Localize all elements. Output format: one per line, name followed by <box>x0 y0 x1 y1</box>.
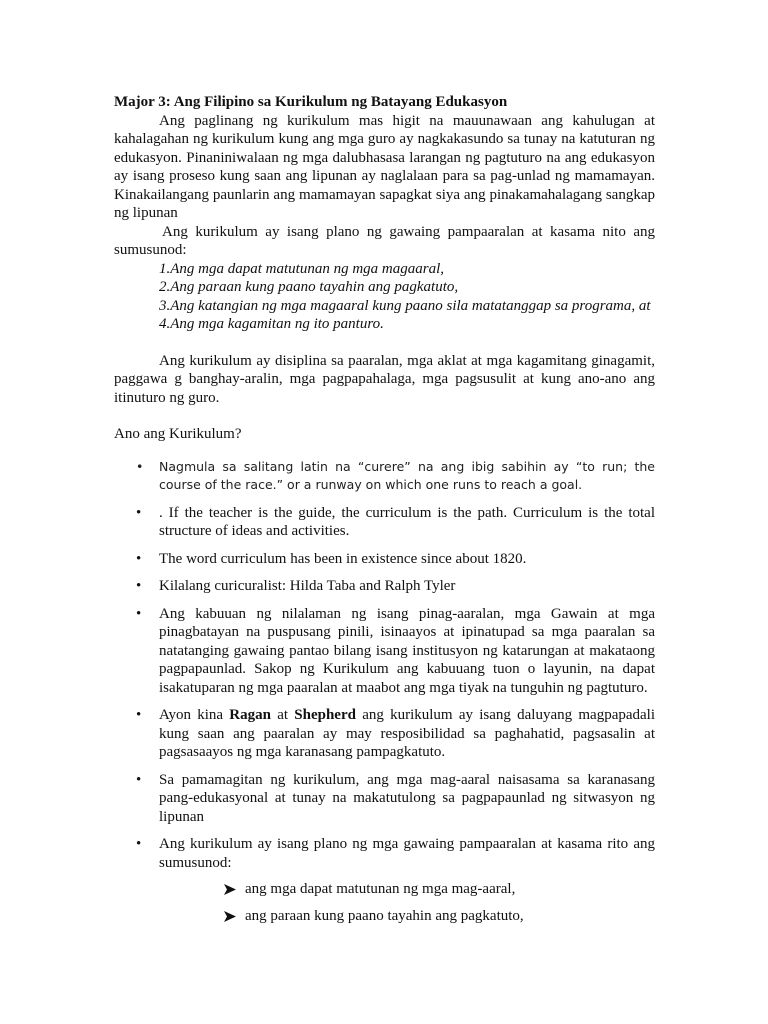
bullet-icon: • <box>136 771 142 788</box>
numbered-list <box>114 260 655 334</box>
numbered-item: 1.Ang mga dapat matutunan ng mga magaaral, <box>159 260 444 277</box>
numbered-item: 2.Ang paraan kung paano tayahin ang pagkatuto, <box>159 279 459 295</box>
sublist-item-text: ang paraan kung paano tayahin ang pagkatuto, <box>245 907 524 924</box>
bullet-icon: • <box>136 836 142 852</box>
list-item <box>114 605 655 698</box>
list-item <box>114 771 655 827</box>
plan-paragraph: Ang kurikulum ay isang plano ng gawaing pampaaralan at kasama nito ang sumusunod: <box>114 223 655 258</box>
list-item-text: . If the teacher is the guide, the curriculum is the path. Curriculum is the total structure of ideas and activities. <box>159 504 655 539</box>
list-item <box>114 577 655 596</box>
list-item <box>114 706 655 762</box>
list-item-text: Kilalang curicuralist: Hilda Taba and Ralph Tyler <box>159 578 456 594</box>
author-name-shepherd: Shepherd <box>294 707 356 723</box>
intro-paragraph: Ang paglinang ng kurikulum mas higit na mauunawaan ang kahulugan at kahalagahan ng kurikulum kung ang mga guro ay nagkakasundo sa tunay na katuturan ng edukasyon. Pinaniniwalaan ng mga dalubhasasa larangan ng pagtuturo na ang edukasyon ay isang proseso kung saan ang lipunan ay naglalaan para sa pag-unlad ng mamamayan. Kinakailangang paunlarin ang mamamayan sapagkat siya ang pinakamahalagang sangkap ng lipunan <box>114 112 655 221</box>
discipline-paragraph: Ang kurikulum ay disiplina sa paaralan, mga aklat at mga kagamitang ginagamit, paggawa g banghay-aralin, mga pagpapahalaga, mga pagsusulit at kung ano-ano ang itinuturo ng guro. <box>114 352 655 406</box>
list-item-text: The word curriculum has been in existence since about 1820. <box>159 550 527 567</box>
text-segment: ang kurikulum ay isang daluyang magpapadali kung saan ang paaralan ay may resposibilidad sa paghahatid, pagsasalin at pagsasaayos ng mga karanasang pampagkatuto. <box>159 707 655 760</box>
list-item-text: Ang kabuuan ng nilalaman ng isang pinag-aaralan, mga Gawain at mga pinagbatayan na puspusang pinili, isinaayos at ipinatupad sa mga paaralan sa natatanging gawaing pantao bilang isang institusyon ng katarungan at makataong pagpapaunlad. Sakop ng Kurikulum ang kabuuang tuon o layunin, na dapat isakatuparan ng mga paaralan at maabot ang mga tiyak na tunguhin ng pagtuturo. <box>159 605 655 696</box>
list-item <box>114 504 655 541</box>
list-item-text: Ang kurikulum ay isang plano ng mga gawaing pampaaralan at kasama rito ang sumusunod: <box>159 836 655 871</box>
document-title: Major 3: Ang Filipino sa Kurikulum ng Batayang Edukasyon <box>114 94 508 110</box>
list-item-text: Sa pamamagitan ng kurikulum, ang mga mag-aaral naisasama sa karanasang pang-edukasyonal at tunay na makatutulong sa pagpapaunlad ng sitwasyon ng lipunan <box>159 771 655 825</box>
arrowhead-icon <box>224 911 236 922</box>
bullet-icon: • <box>136 707 142 723</box>
bullet-icon: • <box>136 578 142 594</box>
list-item <box>114 458 655 495</box>
bullet-icon: • <box>136 605 142 622</box>
sublist-item-text: ang mga dapat matutunan ng mga mag-aaral, <box>245 881 516 897</box>
spacer <box>114 407 655 425</box>
list-item-text: Nagmula sa salitang latin na “curere” na ang ibig sabihin ay “to run; the course of the race.” or a runway on which one runs to reach a goal. <box>159 458 655 492</box>
document-page <box>114 93 655 934</box>
arrow-sublist <box>159 880 655 925</box>
numbered-item: 4.Ang mga kagamitan ng ito panturo. <box>159 316 384 332</box>
bullet-list <box>114 458 655 926</box>
text-segment: Ayon kina <box>159 707 230 723</box>
sublist-item <box>224 880 655 899</box>
list-item <box>114 835 655 925</box>
spacer <box>114 334 655 352</box>
sublist-item <box>224 907 655 926</box>
section-heading: Ano ang Kurikulum? <box>114 426 242 442</box>
list-item-text <box>159 707 655 760</box>
text-segment: at <box>270 707 295 723</box>
list-item <box>114 550 655 569</box>
numbered-item: 3.Ang katangian ng mga magaaral kung paano sila matatanggap sa programa, at <box>159 297 651 314</box>
author-name-ragan: Ragan <box>229 707 271 723</box>
bullet-icon: • <box>136 458 144 474</box>
arrowhead-icon <box>224 884 236 895</box>
bullet-icon: • <box>136 504 142 521</box>
bullet-icon: • <box>136 550 142 567</box>
